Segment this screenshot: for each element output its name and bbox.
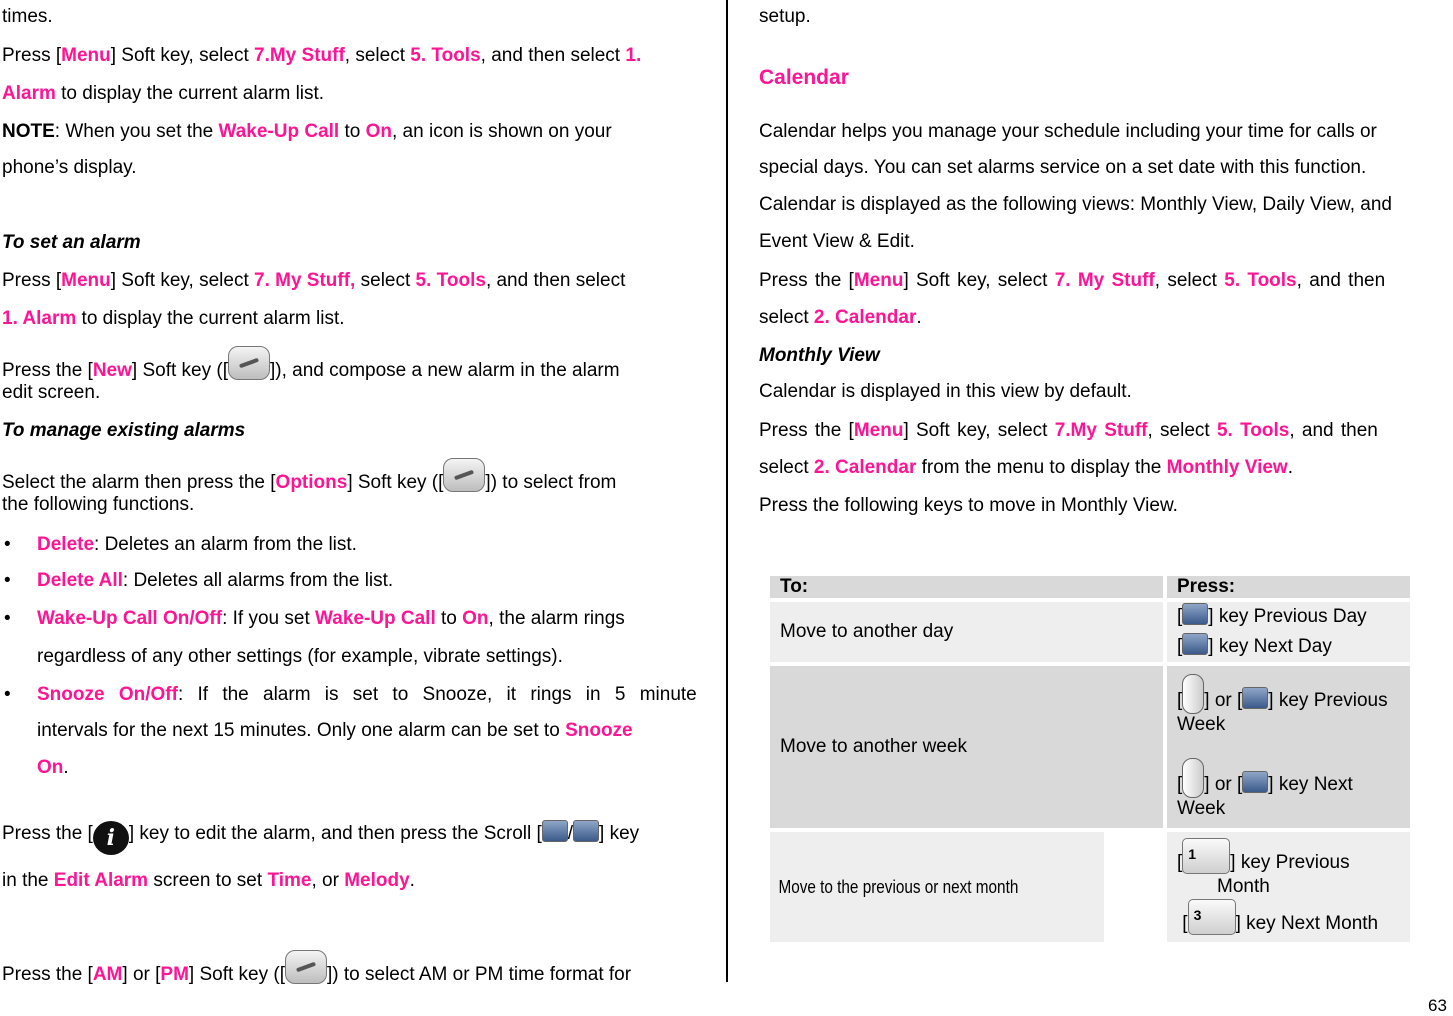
text-line: Alarm to display the current alarm list. [2, 83, 325, 104]
text-line: Press the [Menu] Soft key, select 7.My Stuff, select 5. Tools, and then [759, 420, 1378, 441]
soft-key-icon [228, 346, 270, 380]
text-line: Calendar is displayed as the following views: Monthly View, Daily View, and [759, 194, 1392, 215]
scroll-up-key-icon [542, 820, 568, 842]
list-item-cont: regardless of any other settings (for example, vibrate settings). [37, 646, 563, 667]
header-to: To: [770, 576, 1163, 598]
section-heading: To set an alarm [2, 232, 141, 253]
right-nav-key-icon [1182, 633, 1208, 655]
text-line: Event View & Edit. [759, 231, 915, 252]
table-row [770, 832, 1410, 942]
row-action: Move to the previous or next month [770, 832, 1104, 942]
section-heading: Monthly View [759, 345, 880, 366]
key-table [766, 572, 1414, 946]
down-scroll-key-icon [1182, 758, 1204, 798]
text-line: Press the [AM] or [PM] Soft key ([ ]) to select AM or PM time format for [2, 950, 631, 986]
info-key-icon: i [93, 821, 129, 855]
up-scroll-key-icon [1182, 674, 1204, 714]
text-line: select 2. Calendar. [759, 307, 922, 328]
text-line: times. [2, 6, 53, 27]
row-action: Move to another week [770, 666, 1163, 828]
bullet-icon: • [4, 684, 11, 705]
text-line: special days. You can set alarms service on a set date with this function. [759, 157, 1367, 178]
text-line: 1. Alarm to display the current alarm list. [2, 308, 345, 329]
row-keys: [ ] or [ ] key Previous Week [ ] or [ ] key Next Week [1167, 666, 1410, 828]
list-item-cont: On. [37, 757, 69, 778]
text-line: select 2. Calendar from the menu to display the Monthly View. [759, 457, 1293, 478]
row-keys: [ ] key Previous Day [ ] key Next Day [1167, 602, 1410, 662]
soft-key-icon [443, 458, 485, 492]
note-line: NOTE: When you set the Wake-Up Call to On, an icon is shown on your [2, 121, 612, 142]
table-row [770, 602, 1410, 662]
bullet-icon: • [4, 534, 11, 555]
table-header-row [770, 576, 1410, 598]
text-line: Press the [New] Soft key ([ ]), and compose a new alarm in the alarm [2, 346, 620, 382]
column-divider [726, 0, 728, 982]
text-line: Calendar is displayed in this view by default. [759, 381, 1132, 402]
table-row [770, 666, 1410, 828]
list-item: Delete All: Deletes all alarms from the list. [37, 570, 394, 591]
number-3-key-icon: 3 [1188, 899, 1236, 935]
scroll-down-key-icon [573, 820, 599, 842]
section-heading: To manage existing alarms [2, 420, 246, 441]
header-press: Press: [1167, 576, 1410, 598]
list-item: Wake-Up Call On/Off: If you set Wake-Up Call to On, the alarm rings [37, 608, 625, 629]
soft-key-icon [285, 950, 327, 984]
text-line: Select the alarm then press the [Options] Soft key ([ ]) to select from [2, 458, 616, 494]
list-item-cont: intervals for the next 15 minutes. Only one alarm can be set to Snooze [37, 720, 633, 741]
text-line: in the Edit Alarm screen to set Time, or Melody. [2, 870, 415, 891]
number-1-key-icon: 1 [1182, 838, 1230, 874]
page-number: 63 [1428, 996, 1447, 1015]
text-line: Calendar helps you manage your schedule including your time for calls or [759, 121, 1377, 142]
list-item: Delete: Deletes an alarm from the list. [37, 534, 357, 555]
left-nav-key-icon [1182, 603, 1208, 625]
text-line: Press the [Menu] Soft key, select 7. My Stuff, select 5. Tools, and then [759, 270, 1386, 291]
text-line: setup. [759, 6, 811, 27]
bullet-icon: • [4, 570, 11, 591]
text-line: Press [Menu] Soft key, select 7. My Stuff, select 5. Tools, and then select [2, 270, 626, 291]
down-nav-key-icon [1242, 771, 1268, 793]
bullet-icon: • [4, 608, 11, 629]
row-keys: [ 1 ] key Previous Month [ 3 ] key Next Month [1167, 832, 1410, 942]
row-action: Move to another day [770, 602, 1163, 662]
text-line: phone’s display. [2, 157, 137, 178]
text-line: Press [Menu] Soft key, select 7.My Stuff, select 5. Tools, and then select 1. [2, 45, 642, 66]
text-line: Press the [ i ] key to edit the alarm, and then press the Scroll [ / ] key [2, 820, 639, 855]
text-line: edit screen. [2, 382, 101, 403]
text-line: Press the following keys to move in Monthly View. [759, 495, 1178, 516]
list-item: Snooze On/Off: If the alarm is set to Snooze, it rings in 5 minute [37, 684, 697, 705]
section-title: Calendar [759, 66, 849, 89]
up-nav-key-icon [1242, 687, 1268, 709]
text-line: the following functions. [2, 494, 195, 515]
